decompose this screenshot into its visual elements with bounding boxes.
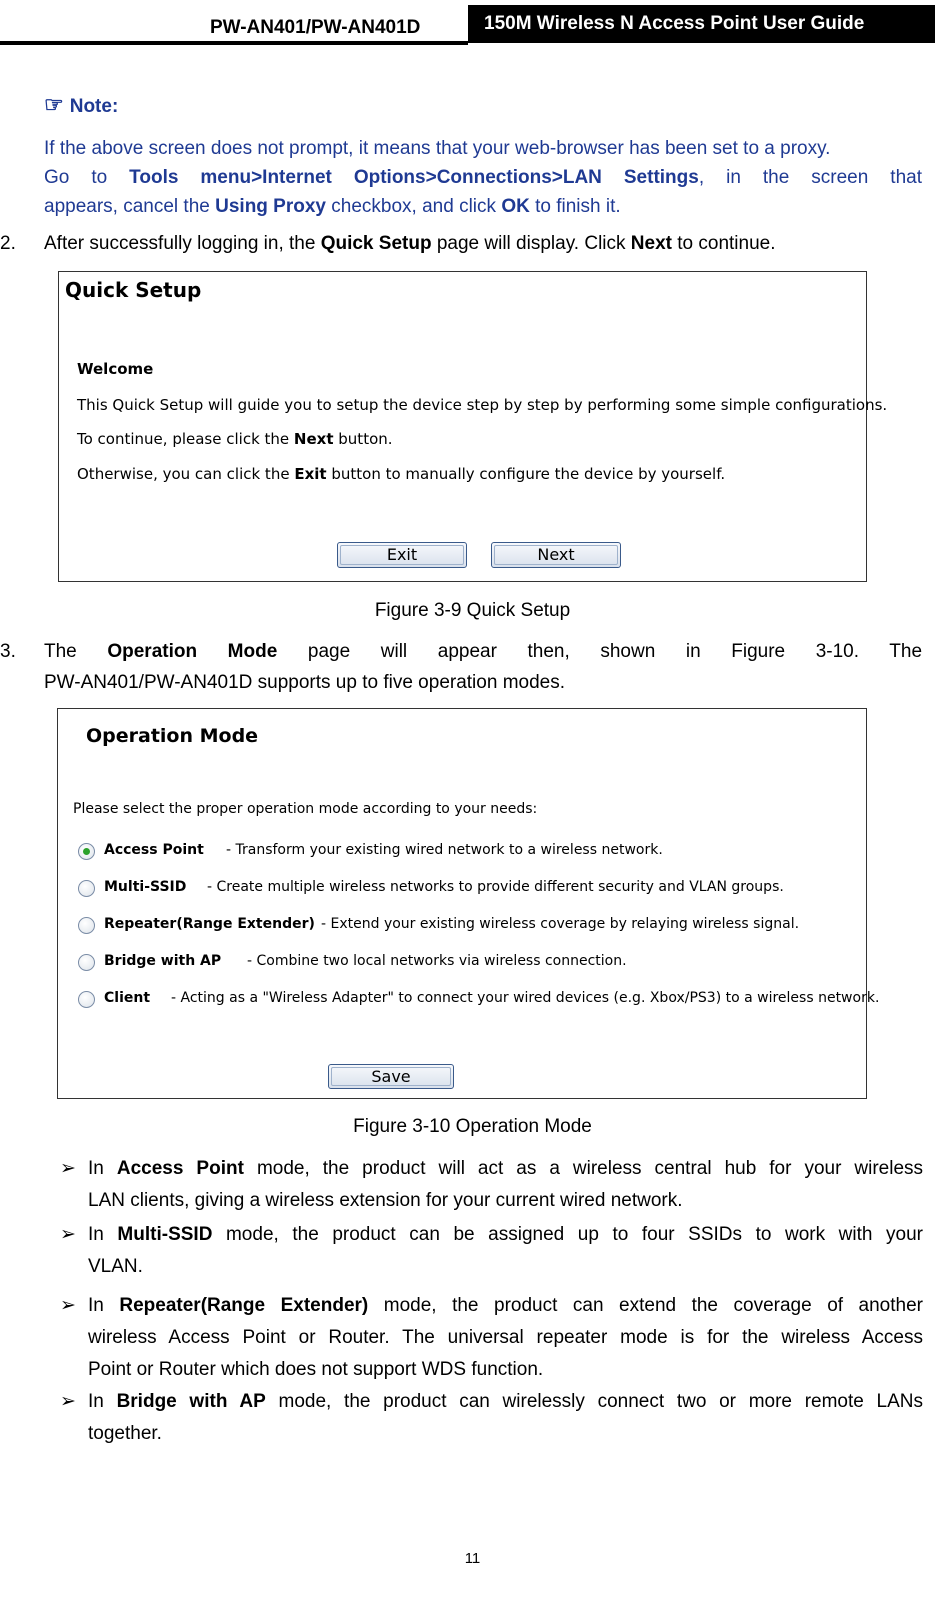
step-number: 2. (0, 233, 16, 254)
quick-setup-line-1: This Quick Setup will guide you to setup the device step by step by performing some simple configurations. (77, 396, 888, 414)
note-line-3: appears, cancel the Using Proxy checkbox, and click OK to finish it. (44, 196, 621, 217)
radio-icon[interactable] (78, 954, 95, 971)
welcome-heading: Welcome (77, 360, 154, 378)
figure-caption: Figure 3-9 Quick Setup (374, 600, 571, 621)
quick-setup-line-2: To continue, please click the Next button. (77, 430, 393, 448)
operation-mode-prompt: Please select the proper operation mode according to your needs: (73, 801, 538, 817)
pointing-hand-icon: ☞ (44, 92, 64, 117)
quick-setup-line-3: Otherwise, you can click the Exit button to manually configure the device by yourself. (77, 465, 726, 483)
save-button[interactable]: Save (328, 1064, 454, 1089)
quick-setup-screenshot (58, 271, 888, 582)
arrow-bullet-icon: ➢ (60, 1224, 76, 1245)
note-label: Note: (69, 96, 119, 117)
operation-mode-screenshot: Operation Mode Please select the proper operation mode according to your needs: Access Point - Transform your existing wired network to a wireless network. Multi-SSID - Create multiple wireless networks to provide different security and VLAN groups. Repeater(Range Extender) - Extend your existing wireless coverage by relaying wireless signal. Bridge with AP - Combine two local networks via wireless connection. Client - Acting as a "Wireless Adapter" to connect your wired devices (e.g. Xbox/PS3) to a wireless network. Save (57, 708, 867, 1099)
next-button[interactable]: Next (491, 542, 621, 568)
note-heading (44, 92, 118, 118)
radio-icon[interactable] (78, 991, 95, 1008)
page-header (0, 0, 945, 46)
arrow-bullet-icon: ➢ (60, 1158, 76, 1179)
header-rule (0, 41, 468, 45)
note-line-1: If the above screen does not prompt, it means that your web-browser has been set to a proxy. (44, 138, 831, 159)
operation-mode-title: Operation Mode (86, 725, 259, 747)
radio-icon[interactable] (78, 880, 95, 897)
step-text: The Operation Mode page will appear then, shown in Figure 3-10. The PW-AN401/PW-AN401D supports up to five operation modes. (44, 641, 923, 693)
note-body (44, 134, 922, 221)
radio-icon[interactable] (78, 917, 95, 934)
quick-setup-title: Quick Setup (65, 278, 202, 302)
step-text: After successfully logging in, the Quick Setup page will display. Click Next to continue. (44, 233, 776, 254)
radio-selected-icon[interactable] (78, 843, 95, 860)
arrow-bullet-icon: ➢ (60, 1295, 76, 1316)
page-number: 11 (464, 1550, 481, 1567)
arrow-bullet-icon: ➢ (60, 1391, 76, 1412)
figure-caption: Figure 3-10 Operation Mode (353, 1116, 592, 1137)
header-model: PW-AN401/PW-AN401D (210, 17, 421, 38)
step-number: 3. (0, 641, 16, 662)
header-guide-title: 150M Wireless N Access Point User Guide (468, 5, 935, 43)
note-line-2: Go to Tools menu>Internet Options>Connections>LAN Settings, in the screen that (44, 167, 922, 188)
exit-button[interactable]: Exit (337, 542, 467, 568)
